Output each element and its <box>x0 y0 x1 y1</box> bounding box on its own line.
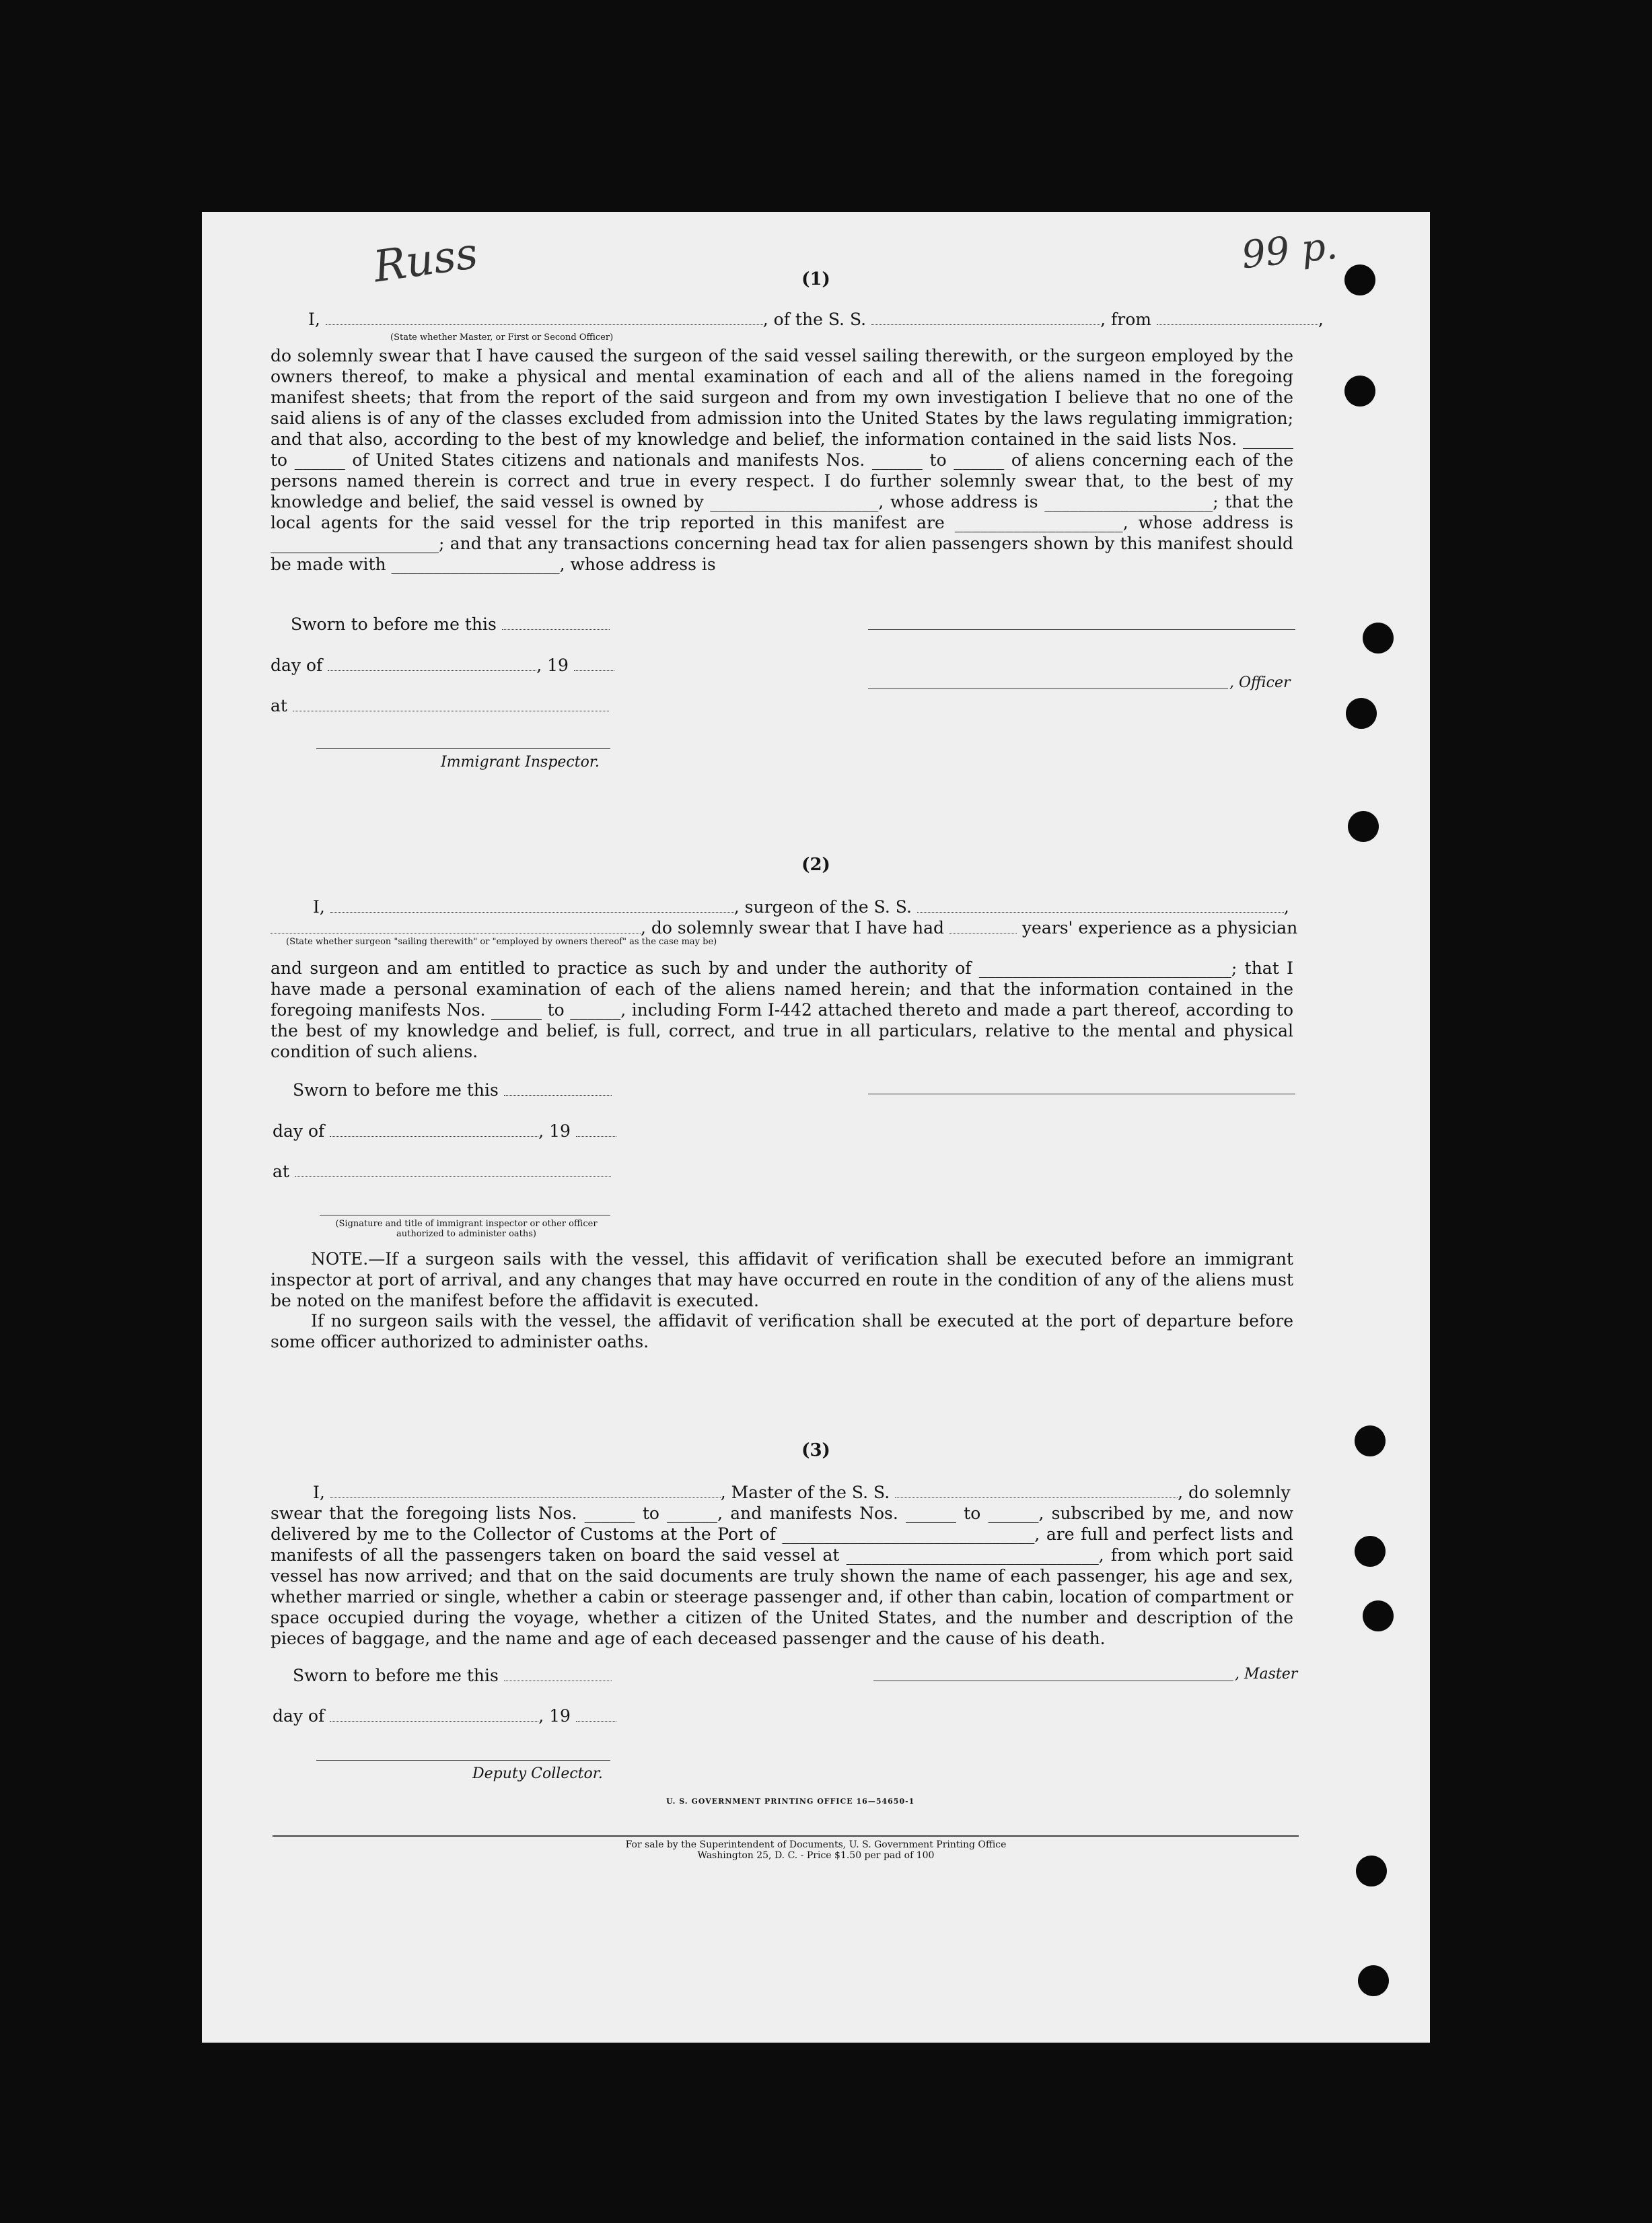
from-port-field[interactable] <box>1157 319 1318 325</box>
master-name-field[interactable] <box>330 1492 721 1498</box>
section-1-line-1: I, , of the S. S. , from , <box>308 310 1324 329</box>
master-vessel-field[interactable] <box>895 1492 1178 1498</box>
at-place-field[interactable] <box>293 705 609 711</box>
day-field[interactable] <box>330 1131 538 1137</box>
punch-hole <box>1363 623 1394 654</box>
section-2-line-2: , do solemnly swear that I have had years' experience as a physician <box>271 919 1297 936</box>
officer-label: , Officer <box>1229 674 1291 691</box>
from-label: , from <box>1100 310 1151 329</box>
i-label: I, <box>308 310 320 329</box>
footer-line-2: Washington 25, D. C. - Price $1.50 per pad of 100 <box>697 1850 935 1861</box>
section-2-day: day of , 19 <box>273 1123 616 1139</box>
collector-signature-line[interactable] <box>316 1760 610 1761</box>
surgeon-vessel-field[interactable] <box>917 907 1284 913</box>
officer-name-field[interactable] <box>326 319 763 325</box>
section-1-sworn: Sworn to before me this <box>291 616 610 633</box>
immigrant-inspector-label: Immigrant Inspector. <box>441 754 600 771</box>
footer-line-1: For sale by the Superintendent of Documents, U. S. Government Printing Office <box>625 1839 1007 1850</box>
section-3-paragraph: swear that the foregoing lists Nos. ______ to ______, and manifests Nos. ______ to ______, subscribed by me, and now delivered by me to the Collector of Customs at the Port of ______________________________, are full and perfect lists and manifests of all the passengers taken on board the said vessel at ______________________________, from which port said vessel has now arrived; and that on the said documents are truly shown the name of each passenger, his age and sex, whether married or single, whether a cabin or steerage passenger and, if other than cabin, location of compartment or space occupied during the voyage, whether a citizen of the United States, and the number and description of the pieces of baggage, and the name and age of each deceased passenger and the cause of his death. <box>271 1504 1293 1648</box>
section-3-day: day of , 19 <box>273 1707 616 1724</box>
oath-officer-caption: (Signature and title of immigrant inspector or other officer authorized to administer oaths) <box>335 1219 598 1239</box>
form-page <box>202 212 1430 2043</box>
punch-hole <box>1356 1856 1387 1886</box>
section-2-line-1: I, , surgeon of the S. S. , <box>313 897 1289 917</box>
handwritten-note-top-right: 99 p. <box>1239 223 1340 278</box>
section-1-day: day of , 19 <box>271 657 614 674</box>
punch-hole <box>1344 376 1375 407</box>
punch-hole <box>1348 811 1379 842</box>
section-3-line-1: I, , Master of the S. S. , do solemnly <box>313 1483 1291 1502</box>
punch-hole <box>1346 698 1377 729</box>
day-field[interactable] <box>328 665 536 671</box>
section-1-paragraph: do solemnly swear that I have caused the surgeon of the said vessel sailing therewith, or the surgeon employed by the owners thereof, to make a physical and mental examination of each and all of the aliens named in the foregoing manifest sheets; that from the report of the said surgeon and from my own investigation I believe that no one of the said aliens is of any of the classes excluded from admission into the United States by the laws regulating immigration; and that also, according to the best of my knowledge and belief, the information contained in the said lists Nos. ______ to ______ of United States citizens and nationals and manifests Nos. ______ to ______ of aliens concerning each of the persons named therein is correct and true in every respect. I do further solemnly swear that, to the best of my knowledge and belief, the said vessel is owned by ____________________, whose address is ____________________; that the local agents for the said vessel for the trip reported in this manifest are ____________________, whose address is ____________________; and that any transactions concerning head tax for alien passengers shown by this manifest should be made with ____________________, whose address is <box>271 346 1293 574</box>
master-label: , Master <box>1235 1666 1298 1683</box>
note-paragraph-1: NOTE.—If a surgeon sails with the vessel, this affidavit of verification shall be executed before an immigrant inspector at port of arrival, and any changes that may have occurred en route in the condition of any of the aliens must be noted on the manifest before the affidavit is executed. <box>271 1249 1293 1310</box>
handwritten-note-top-left: Russ <box>370 228 481 293</box>
section-2-sworn: Sworn to before me this <box>293 1082 612 1098</box>
punch-hole <box>1363 1600 1394 1631</box>
section-2-number: (2) <box>801 855 830 875</box>
year-field[interactable] <box>574 665 614 671</box>
section-1-at: at <box>271 697 609 714</box>
footer-rule <box>273 1835 1299 1837</box>
surgeon-caption: (State whether surgeon "sailing therewith" or "employed by owners thereof" as the case may be) <box>286 937 717 947</box>
sworn-date-field[interactable] <box>502 624 610 630</box>
at-place-field[interactable] <box>295 1171 611 1177</box>
officer-signature-line-1[interactable] <box>868 629 1295 630</box>
section-3-sworn: Sworn to before me this <box>293 1667 612 1684</box>
section-2-at: at <box>273 1163 611 1180</box>
surgeon-name-field[interactable] <box>330 907 734 913</box>
section-1-number: (1) <box>801 269 830 289</box>
deputy-collector-label: Deputy Collector. <box>472 1765 603 1782</box>
punch-hole <box>1355 1425 1386 1456</box>
punch-hole <box>1344 264 1375 295</box>
sworn-date-field[interactable] <box>504 1675 612 1681</box>
sworn-date-field[interactable] <box>504 1090 612 1096</box>
day-field[interactable] <box>330 1716 538 1722</box>
vessel-name-field[interactable] <box>871 319 1100 325</box>
section-3-number: (3) <box>801 1440 830 1460</box>
footer-text <box>202 1839 1430 1861</box>
officer-caption: (State whether Master, or First or Second Officer) <box>390 332 614 343</box>
year-field[interactable] <box>576 1716 616 1722</box>
year-field[interactable] <box>576 1131 616 1137</box>
punch-hole <box>1355 1536 1386 1567</box>
printing-office-line: U. S. GOVERNMENT PRINTING OFFICE 16—54650-1 <box>666 1797 915 1806</box>
section-2-paragraph: and surgeon and am entitled to practice as such by and under the authority of ______________________________; that I have made a personal examination of each of the aliens named herein; and that the information contained in the foregoing manifests Nos. ______ to ______, including Form I-442 attached thereto and made a part thereof, according to the best of my knowledge and belief, is full, correct, and true in all particulars, relative to the mental and physical condition of such aliens. <box>271 958 1293 1061</box>
surgeon-status-field[interactable] <box>271 927 641 933</box>
inspector-signature-line[interactable] <box>316 748 610 749</box>
of-ss-label: , of the S. S. <box>762 310 867 329</box>
punch-hole <box>1358 1965 1389 1996</box>
note-paragraph-2: If no surgeon sails with the vessel, the affidavit of verification shall be executed at the port of departure before some officer authorized to administer oaths. <box>271 1311 1293 1351</box>
years-experience-field[interactable] <box>949 927 1017 933</box>
